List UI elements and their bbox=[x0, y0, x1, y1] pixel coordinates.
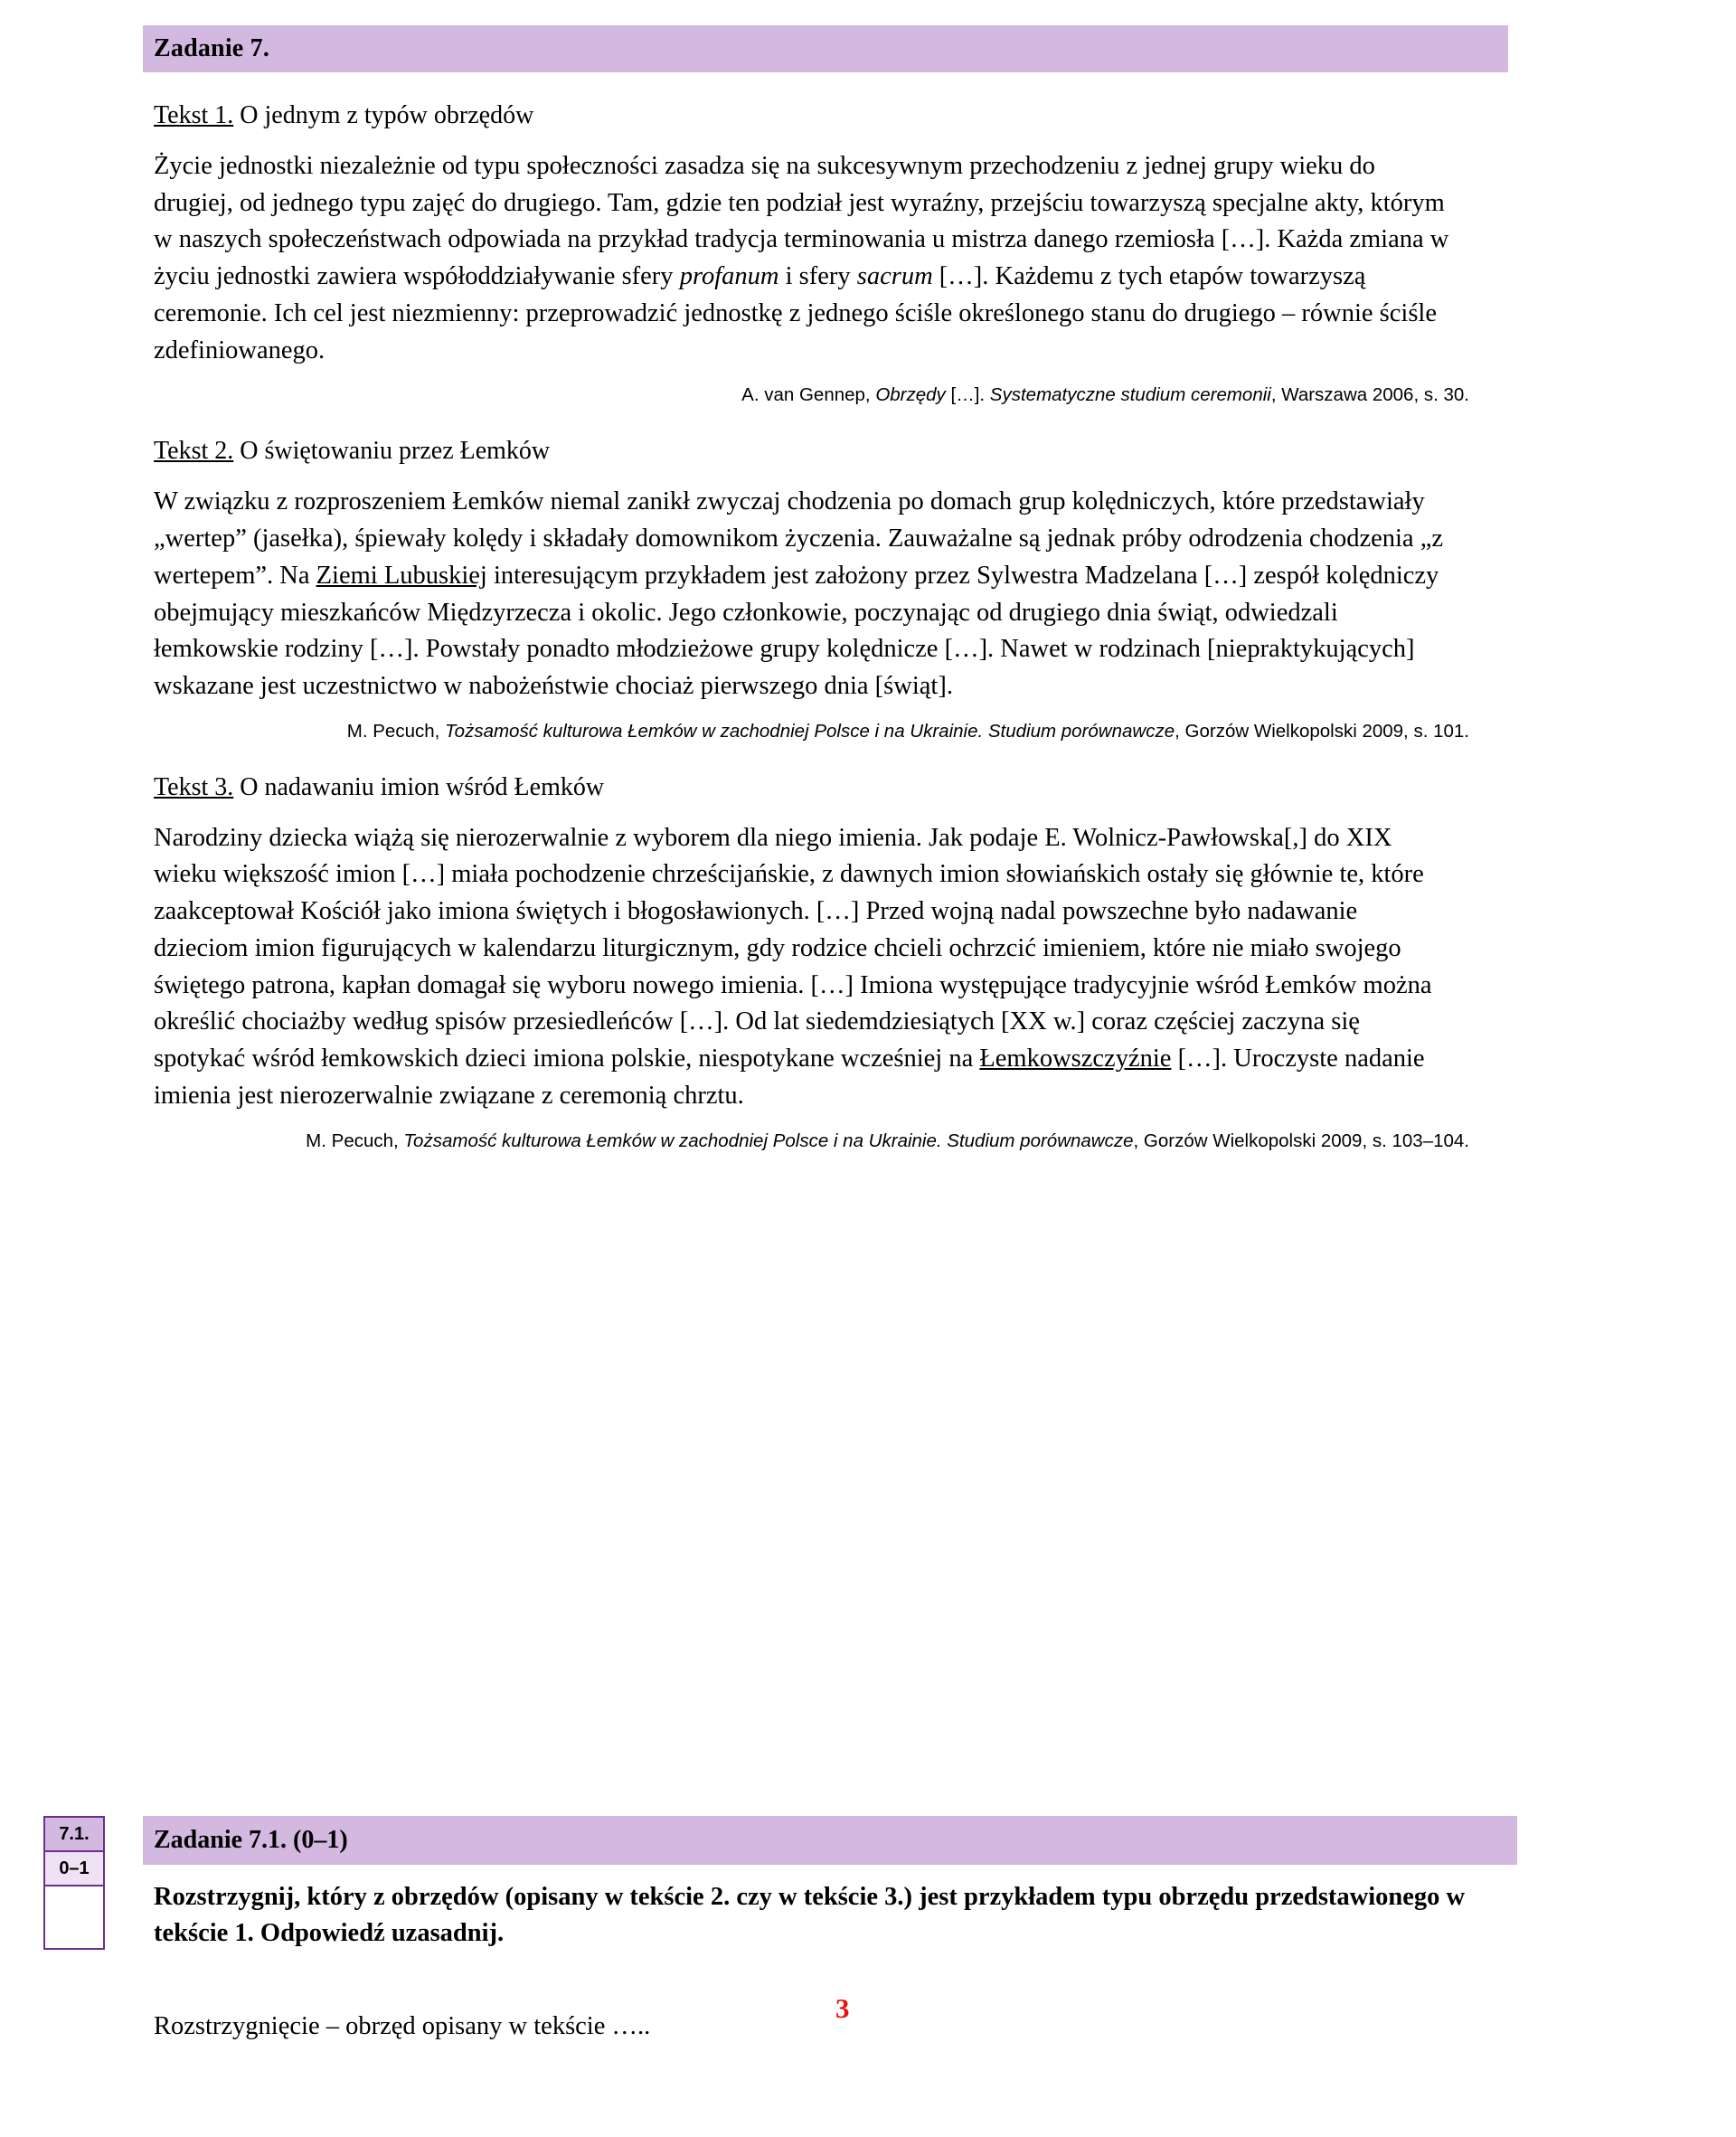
text-3-source-part-3: , Gorzów Wielkopolski 2009, s. 103–104. bbox=[1133, 1130, 1469, 1151]
text-3-label-rest: O nadawaniu imion wśród Łemków bbox=[233, 772, 605, 801]
answer-line[interactable] bbox=[143, 1991, 1517, 2045]
text-3-label bbox=[154, 771, 1508, 804]
text-1-source-part-1: A. van Gennep, bbox=[741, 384, 876, 406]
task-7-block bbox=[143, 25, 1508, 1154]
text-1-source-part-4: Systematyczne studium ceremonii bbox=[989, 384, 1271, 406]
text-3-source bbox=[154, 1128, 1469, 1154]
text-3-source-part-2: Tożsamość kulturowa Łemków w zachodniej Polsce i na Ukrainie. Studium porównawcze bbox=[403, 1130, 1134, 1151]
text-1-label bbox=[154, 99, 1508, 132]
text-2-part-2: Ziemi Lubuskiej bbox=[316, 561, 487, 590]
text-2-label-prefix: Tekst 2. bbox=[154, 437, 234, 466]
text-1-part-3: i sfery bbox=[778, 262, 857, 291]
text-1-label-rest: O jednym z typów obrzędów bbox=[233, 101, 534, 129]
text-1-source bbox=[154, 382, 1469, 408]
text-2-part-1: W związku z rozproszeniem Łemków niemal zanikł zwyczaj chodzenia po domach grup kolędniczych, które przedstawiały „wertep” (jasełka), śpiewały kolędy i składały domownikom życzenia. Zauważalne są jednak próby odrodzenia chodzenia „z wertepem”. Na bbox=[154, 487, 1444, 590]
text-2-part-3: interesującym przykładem jest założony przez Sylwestra Madzelana […] zespół kolędniczy obejmujący mieszkańców Międzyrzecza i okolic. Jego członkowie, poczynając od drugiego dnia świąt, odwiedzali łemkowskie rodziny […]. Powstały ponadto młodzieżowe grupy kolędnicze […]. Nawet w rodzinach [niepraktykujących] wskazane jest uczestnictwo w nabożeństwie chociaż pierwszego dnia [świąt]. bbox=[154, 561, 1439, 701]
text-2-label-rest: O świętowaniu przez Łemków bbox=[233, 437, 551, 466]
text-2-paragraph bbox=[154, 484, 1456, 705]
text-1-source-part-5: , Warszawa 2006, s. 30. bbox=[1270, 384, 1469, 406]
text-1-paragraph bbox=[154, 148, 1456, 370]
score-box bbox=[43, 1816, 105, 1950]
text-3-paragraph bbox=[154, 820, 1456, 1115]
handwritten-answer: 3 bbox=[835, 1991, 850, 2024]
text-1-part-4: sacrum bbox=[856, 262, 933, 291]
task-7-content bbox=[143, 99, 1508, 1154]
subtask-body bbox=[143, 1816, 1517, 2045]
text-3-source-part-1: M. Pecuch, bbox=[306, 1130, 404, 1151]
task-7-header: Zadanie 7. bbox=[143, 25, 1508, 72]
text-3-part-3: […]. Uroczyste nadanie imienia jest nierozerwalnie związane z ceremonią chrztu. bbox=[154, 1045, 1425, 1110]
text-1-source-part-2: Obrzędy bbox=[875, 384, 946, 406]
subtask-7-1-header: Zadanie 7.1. (0–1) bbox=[143, 1816, 1517, 1865]
text-3-label-prefix: Tekst 3. bbox=[154, 772, 234, 801]
text-3-part-2: Łemkowszczyźnie bbox=[979, 1045, 1172, 1073]
text-2-label bbox=[154, 435, 1508, 468]
subtask-7-1-prompt: Rozstrzygnij, który z obrzędów (opisany w tekście 2. czy w tekście 3.) jest przykładem typu obrzędu przedstawionego w tekście 1. Odpowiedź uzasadnij. bbox=[154, 1883, 1466, 1948]
text-1-part-1: Życie jednostki niezależnie od typu społeczności zasadza się na sukcesywnym przechodzeniu z jednej grupy wieku do drugiej, od jednego typu zajęć do drugiego. Tam, gdzie ten podział jest wyraźny, przejściu towarzyszą specjalne akty, którym w naszych społeczeństwach odpowiada na przykład tradycja terminowania u mistrza danego rzemiosła […]. Każda zmiana w życiu jednostki zawiera współoddziaływanie sfery bbox=[154, 151, 1449, 291]
text-2-source-part-1: M. Pecuch, bbox=[346, 720, 446, 742]
text-2-source-part-3: , Gorzów Wielkopolski 2009, s. 101. bbox=[1175, 720, 1469, 742]
text-1-part-2: profanum bbox=[679, 262, 779, 291]
answer-line-label: Rozstrzygnięcie – obrzęd opisany w tekście ….. bbox=[154, 2011, 651, 2040]
score-box-mark-field[interactable] bbox=[45, 1886, 103, 1948]
text-3-part-1: Narodziny dziecka wiążą się nierozerwalnie z wyborem dla niego imienia. Jak podaje E. Wolnicz-Pawłowska[,] do XIX wieku większość imion […] miała pochodzenie chrześcijańskie, z dawnych imion słowiańskich ostały się głównie te, które zaakceptował Kościół jako imiona świętych i błogosławionych. […] Przed wojną nadal powszechne było nadawanie dzieciom imion figurujących w kalendarzu liturgicznym, gdy rodzice chcieli ochrzcić imieniem, które nie miało swojego świętego patrona, kapłan domagał się wyboru nowego imienia. […] Imiona występujące tradycyjnie wśród Łemków można określić chociażby według spisów przesiedleńców […]. Od lat siedemdziesiątych [XX w.] coraz częściej zaczyna się spotykać wśród łemkowskich dzieci imiona polskie, niespotykane wcześniej na bbox=[154, 823, 1432, 1073]
score-box-points-range: 0–1 bbox=[45, 1852, 103, 1886]
text-2-source-part-2: Tożsamość kulturowa Łemków w zachodniej Polsce i na Ukrainie. Studium porównawcze bbox=[445, 720, 1175, 742]
text-1-label-prefix: Tekst 1. bbox=[154, 101, 234, 129]
text-1-part-5: […]. Każdemu z tych etapów towarzyszą ceremonie. Ich cel jest niezmienny: przeprowadzić jednostkę z jednego ściśle określonego stanu do drugiego – równie ściśle zdefiniowanego. bbox=[154, 262, 1437, 364]
text-2-source bbox=[154, 718, 1469, 744]
score-box-task-number: 7.1. bbox=[45, 1818, 103, 1852]
text-1-source-part-3: […]. bbox=[945, 384, 990, 406]
